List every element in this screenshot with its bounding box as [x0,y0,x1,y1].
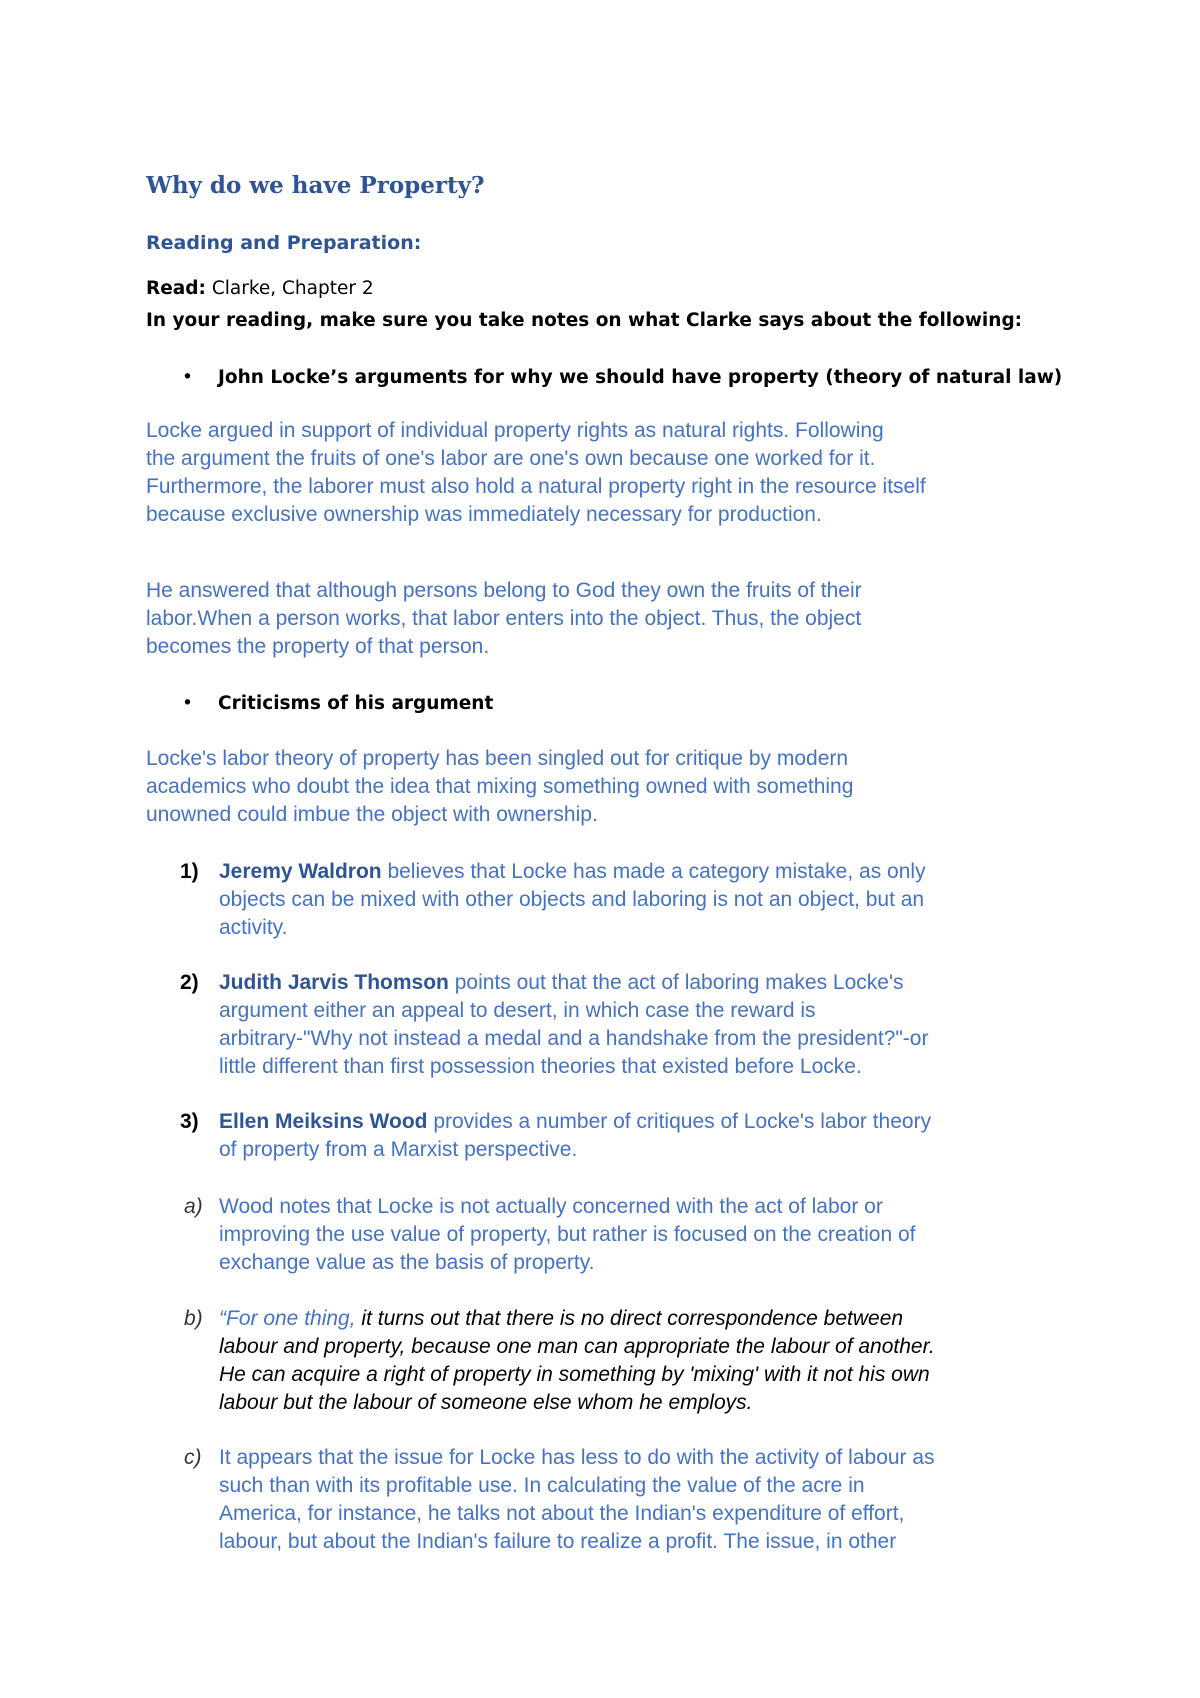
text-line: It appears that the issue for Locke has less to do with the activity of labour as [219,1446,935,1469]
sub-item-text [219,1193,1099,1277]
text-line: such than with its profitable use. In calculating the value of the acre in [219,1474,865,1497]
text-line: of property from a Marxist perspective. [219,1138,578,1161]
critic-name: Jeremy Waldron [219,860,382,883]
list-item-text [219,858,1099,942]
bullet-locke-arguments: John Locke’s arguments for why we should have property (theory of natural law) [218,367,1063,388]
text-line: labor.When a person works, that labor enters into the object. Thus, the object [146,607,862,630]
read-value: Clarke, Chapter 2 [211,278,374,299]
text-line: improving the use value of property, but rather is focused on the creation of [219,1223,916,1246]
list-number: 1) [180,860,199,883]
text-line: objects can be mixed with other objects and laboring is not an object, but an [219,888,925,911]
text-line: believes that Locke has made a category mistake, as only [381,860,926,883]
list-number: 3) [180,1110,199,1133]
text-line: unowned could imbue the object with ownership. [146,803,598,826]
paragraph-locke-natural-rights [146,417,1106,529]
read-line [146,278,374,299]
text-line: becomes the property of that person. [146,635,490,658]
sub-item-quote [219,1305,1099,1417]
list-number: 2) [180,971,199,994]
sub-item-letter: a) [184,1195,203,1218]
sub-item-text [219,1444,1099,1556]
paragraph-fruits-of-labor [146,577,1106,661]
bullet-marker: • [182,693,193,714]
critic-name: Judith Jarvis Thomson [219,971,449,994]
text-line: Wood notes that Locke is not actually concerned with the act of labor or [219,1195,883,1218]
text-line: He can acquire a right of property in something by 'mixing' with it not his own [219,1363,930,1386]
reading-instruction: In your reading, make sure you take notes on what Clarke says about the following: [146,310,1023,331]
text-line: it turns out that there is no direct correspondence between [355,1307,904,1330]
text-line: the argument the fruits of one's labor are one's own because one worked for it. [146,447,876,470]
text-line: activity. [219,916,288,939]
text-line: argument either an appeal to desert, in which case the reward is [219,999,816,1022]
text-line: provides a number of critiques of Locke's labor theory [427,1110,932,1133]
text-line: Furthermore, the laborer must also hold a natural property right in the resource itself [146,475,926,498]
list-item-text [219,969,1099,1081]
sub-item-letter: c) [184,1446,202,1469]
text-line: America, for instance, he talks not about the Indian's expenditure of effort, [219,1502,905,1525]
bullet-criticisms: Criticisms of his argument [218,693,494,714]
text-line: labour, but about the Indian's failure to realize a profit. The issue, in other [219,1530,897,1553]
text-line: arbitrary-"Why not instead a medal and a handshake from the president?"-or [219,1027,929,1050]
paragraph-critique-intro [146,745,1106,829]
bullet-marker: • [182,367,193,388]
text-line: labour but the labour of someone else whom he employs. [219,1391,753,1414]
text-line: He answered that although persons belong to God they own the fruits of their [146,579,862,602]
page-title: Why do we have Property? [146,172,485,199]
sub-item-letter: b) [184,1307,203,1330]
text-line: labour and property, because one man can appropriate the labour of another. [219,1335,935,1358]
text-line: Locke argued in support of individual property rights as natural rights. Following [146,419,884,442]
text-line: points out that the act of laboring makes Locke's [448,971,904,994]
quote-lead: “For one thing, [219,1307,356,1330]
critic-name: Ellen Meiksins Wood [219,1110,428,1133]
text-line: academics who doubt the idea that mixing something owned with something [146,775,854,798]
reading-preparation-heading: Reading and Preparation: [146,232,422,254]
text-line: exchange value as the basis of property. [219,1251,595,1274]
text-line: because exclusive ownership was immediately necessary for production. [146,503,822,526]
text-line: Locke's labor theory of property has been singled out for critique by modern [146,747,849,770]
read-label: Read: [146,278,206,299]
list-item-text [219,1108,1099,1164]
text-line: little different than first possession theories that existed before Locke. [219,1055,862,1078]
